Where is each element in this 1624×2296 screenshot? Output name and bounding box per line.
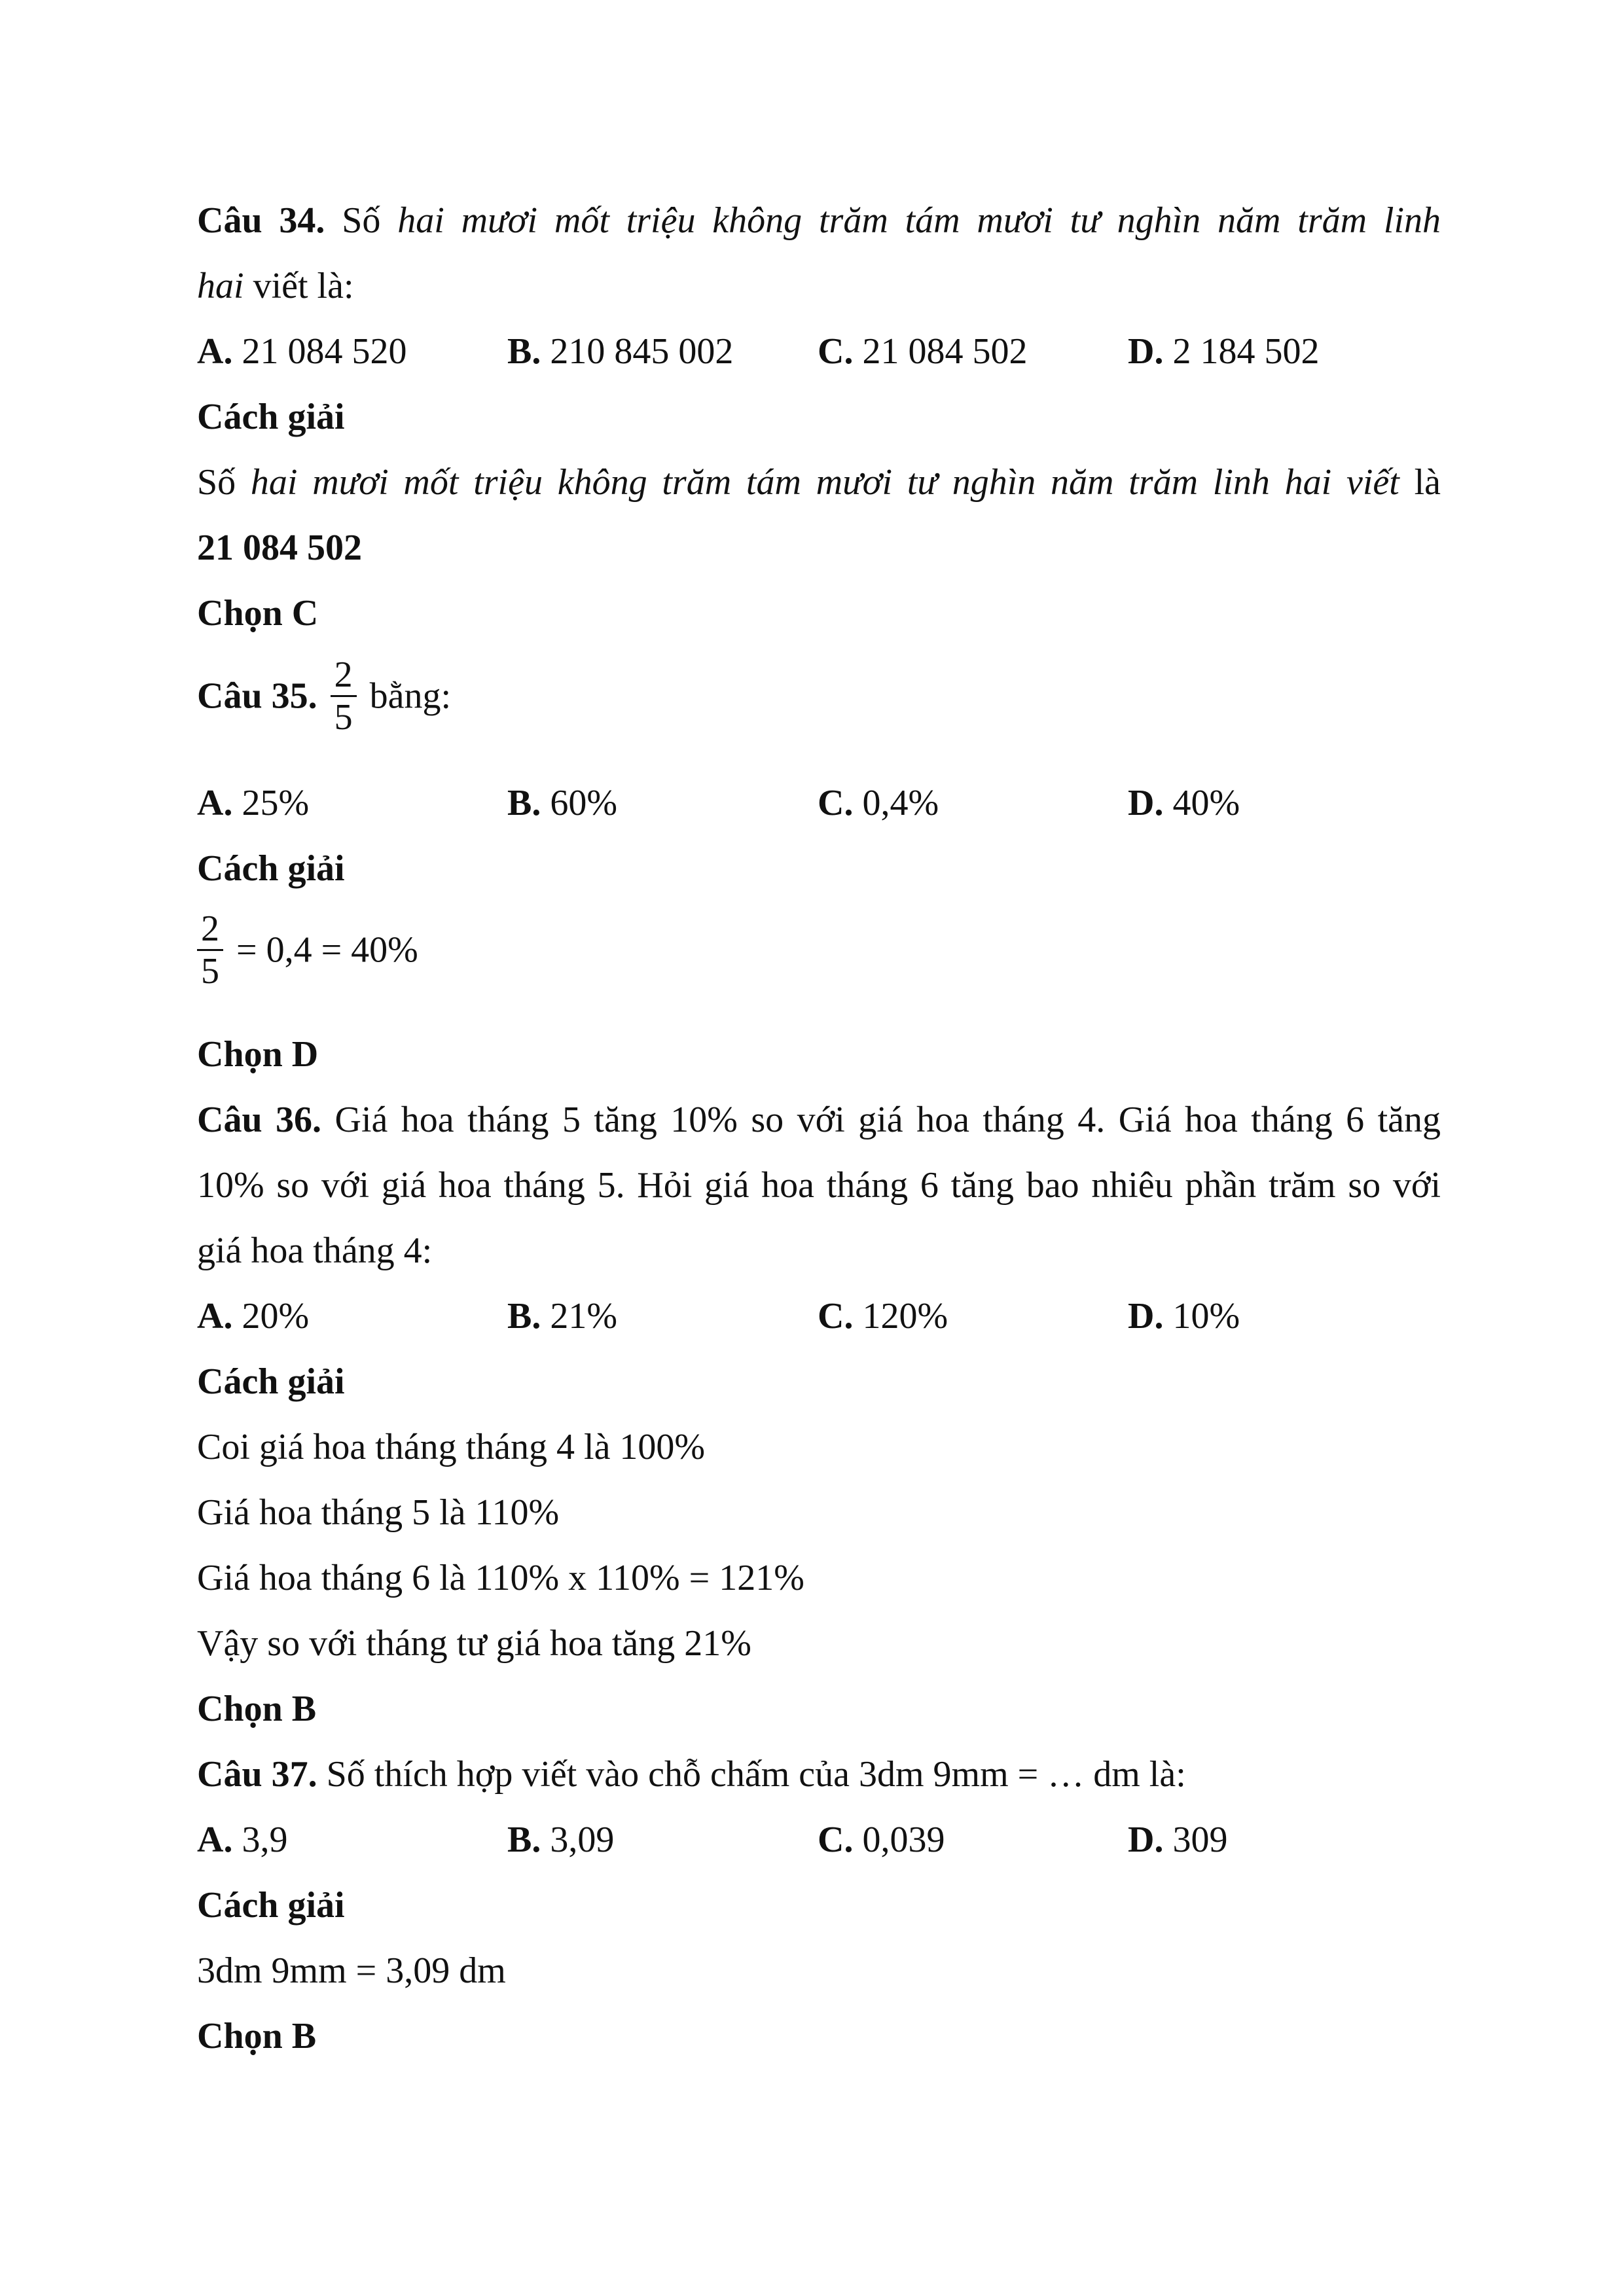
q37-option-b: B. 3,09 (507, 1820, 615, 1860)
q36-stem-line2: 10% so với giá hoa tháng 5. Hỏi giá hoa tháng 6 tăng bao nhiêu phần trăm so với (197, 1165, 1441, 1206)
q35-option-c: C. 0,4% (818, 783, 939, 823)
q36-option-c: C. 120% (818, 1296, 948, 1336)
q36-solution-heading: Cách giải (197, 1361, 345, 1402)
q36-stem-line3: giá hoa tháng 4: (197, 1230, 433, 1271)
q35-options (197, 780, 1441, 826)
q34-option-c: C. 21 084 502 (818, 331, 1028, 372)
q36-option-a: A. 20% (197, 1296, 310, 1336)
q37-option-a: A. 3,9 (197, 1820, 288, 1860)
q34-choice: Chọn C (197, 593, 319, 634)
q37-options (197, 1817, 1441, 1863)
q35-option-a: A. 25% (197, 783, 310, 823)
q34-options (197, 329, 1441, 374)
q37-option-c: C. 0,039 (818, 1820, 945, 1860)
q36-option-b: B. 21% (507, 1296, 618, 1336)
q34-stem-prefix: Số (342, 200, 381, 241)
q37-option-d: D. 309 (1128, 1820, 1228, 1860)
q36-solution-line: Coi giá hoa tháng tháng 4 là 100% (197, 1427, 706, 1467)
q34-stem-suffix: viết là: (253, 266, 354, 306)
q34-solution-answer: 21 084 502 (197, 528, 362, 568)
q34-option-d: D. 2 184 502 (1128, 331, 1320, 372)
q36-options (197, 1293, 1441, 1339)
q36-solution-line: Giá hoa tháng 5 là 110% (197, 1492, 560, 1533)
q34-stem-line2 (197, 263, 1441, 309)
q34-stem-line1 (197, 198, 1441, 243)
q36-label: Câu 36. (197, 1100, 322, 1140)
q36-option-d: D. 10% (1128, 1296, 1240, 1336)
q36-solution-line: Giá hoa tháng 6 là 110% x 110% = 121% (197, 1558, 804, 1598)
q37-stem: Câu 37. Số thích hợp viết vào chỗ chấm của 3dm 9mm = … dm là: (197, 1754, 1186, 1795)
q35-option-b: B. 60% (507, 783, 618, 823)
q35-solution-heading: Cách giải (197, 848, 345, 889)
q35-label: Câu 35. (197, 675, 317, 717)
q36-solution-line: Vậy so với tháng tư giá hoa tăng 21% (197, 1623, 751, 1664)
q35-option-d: D. 40% (1128, 783, 1240, 823)
q35-stem: Câu 35. $\frac{2}{5}$ bằng: (197, 655, 452, 738)
q34-label: Câu 34. (197, 200, 325, 241)
q34-option-b: B. 210 845 002 (507, 331, 734, 372)
q34-stem-italic: hai mươi mốt triệu không trăm tám mươi tư nghìn năm trăm linh (397, 200, 1441, 241)
q35-solution-fraction: $\frac{2}{5}$ (197, 908, 223, 992)
q35-solution-line: $\frac{2}{5}$ = 0,4 = 40% (197, 908, 418, 992)
q34-solution-heading: Cách giải (197, 397, 345, 437)
q37-solution-line: 3dm 9mm = 3,09 dm (197, 1950, 506, 1991)
q34-solution-line: Số hai mươi mốt triệu không trăm tám mươi tư nghìn năm trăm linh hai viết là (197, 462, 1441, 503)
q35-fraction: $\frac{2}{5}$ (331, 655, 357, 738)
q37-solution-heading: Cách giải (197, 1885, 345, 1926)
q37-label: Câu 37. (197, 1754, 317, 1795)
q35-choice: Chọn D (197, 1034, 319, 1075)
q34-stem-italic2: hai (197, 266, 244, 306)
q36-choice: Chọn B (197, 1689, 317, 1729)
q36-stem-line1: Câu 36. Giá hoa tháng 5 tăng 10% so với giá hoa tháng 4. Giá hoa tháng 6 tăng (197, 1100, 1441, 1140)
q37-choice: Chọn B (197, 2016, 317, 2056)
q34-option-a: A. 21 084 520 (197, 331, 407, 372)
